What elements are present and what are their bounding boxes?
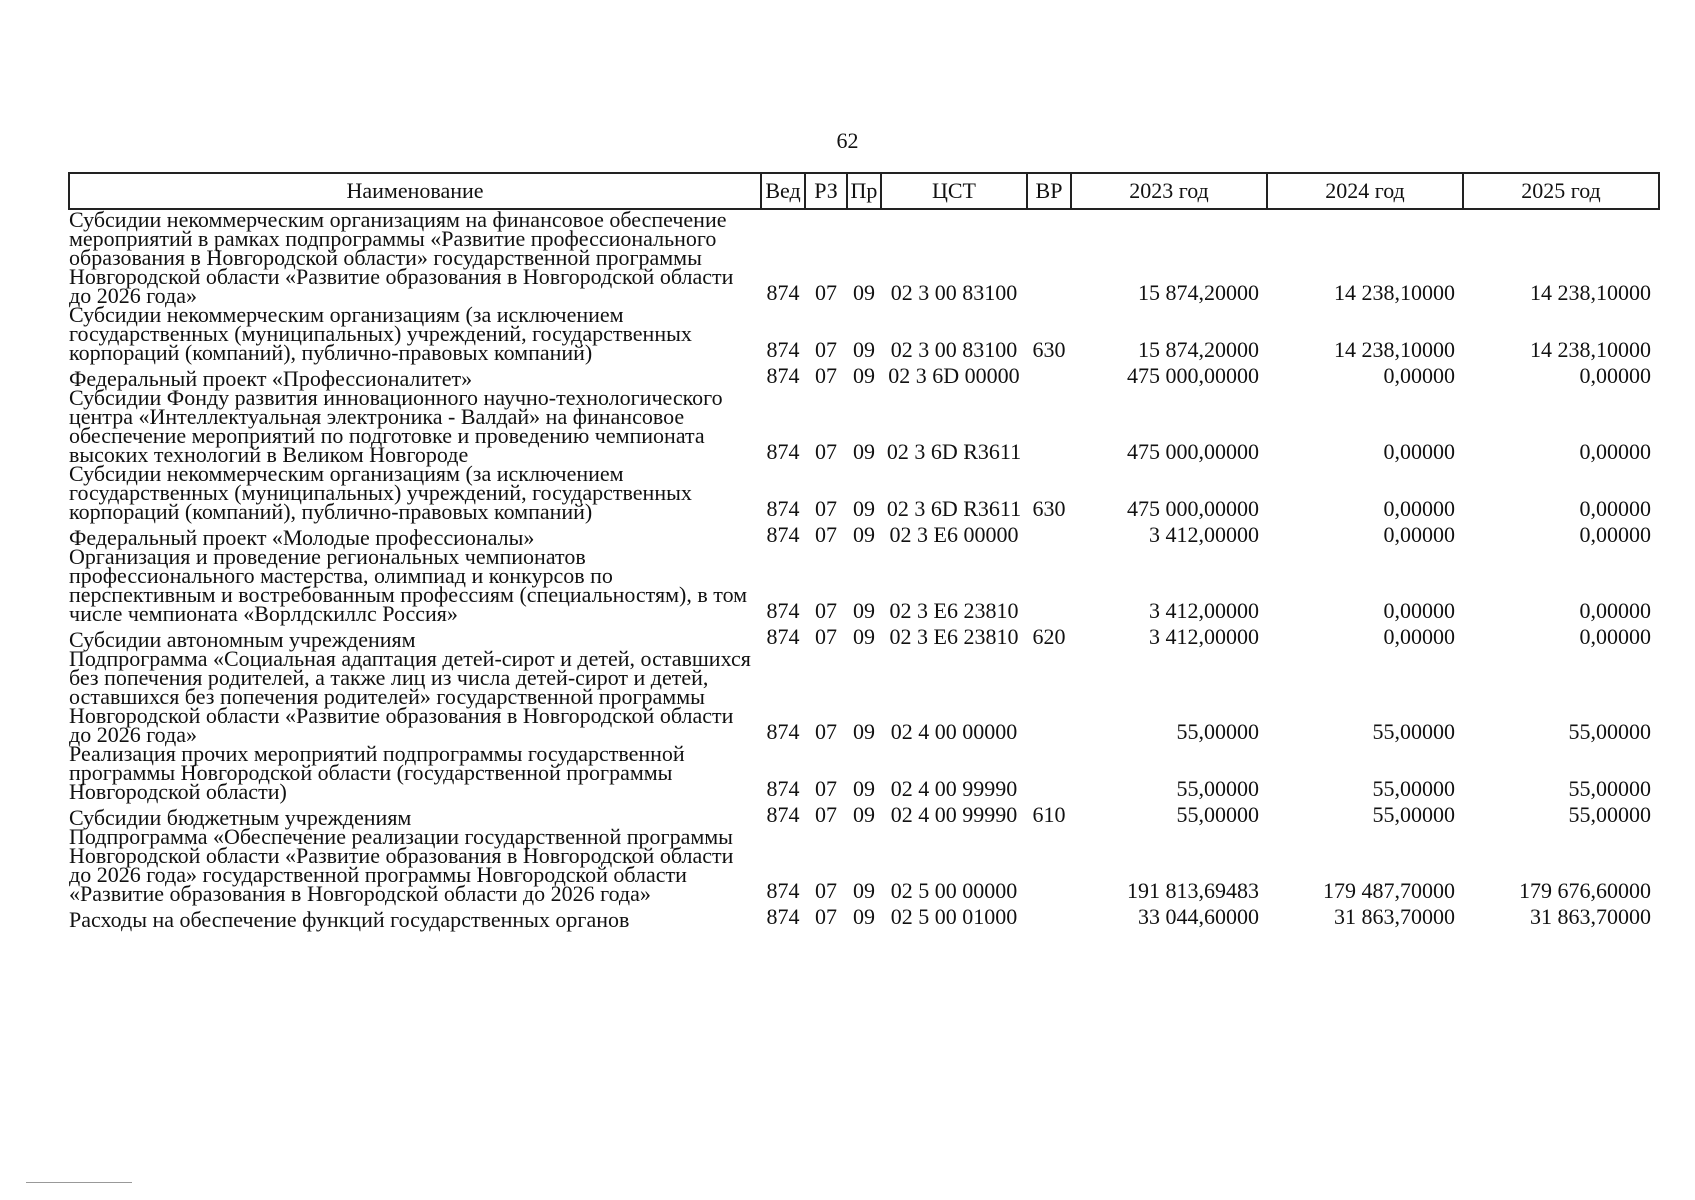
cell-pr: 09	[853, 496, 875, 521]
cell-2024: 31 863,70000	[1334, 904, 1455, 929]
col-header-rz: РЗ	[805, 173, 847, 209]
cell-vr	[1027, 388, 1071, 464]
table-row	[69, 305, 1659, 362]
cell-2025: 0,00000	[1579, 496, 1651, 521]
cell-2023: 475 000,00000	[1127, 496, 1259, 521]
table-row	[69, 547, 1659, 623]
cell-2025: 0,00000	[1579, 439, 1651, 464]
cell-2024: 0,00000	[1383, 496, 1455, 521]
cell-2023: 475 000,00000	[1127, 439, 1259, 464]
cell-2024: 0,00000	[1383, 363, 1455, 388]
cell-2023: 3 412,00000	[1149, 598, 1259, 623]
cell-pr: 09	[853, 363, 875, 388]
cell-pr: 09	[853, 904, 875, 929]
cell-cst: 02 3 E6 23810	[889, 624, 1019, 649]
cell-vr	[1027, 362, 1071, 388]
cell-pr: 09	[853, 624, 875, 649]
cell-cst: 02 4 00 99990	[890, 802, 1018, 827]
cell-vr: 610	[1032, 802, 1066, 827]
cell-2025: 179 676,60000	[1519, 878, 1651, 903]
cell-2025: 0,00000	[1579, 624, 1651, 649]
cell-rz: 07	[815, 439, 837, 464]
col-header-2024: 2024 год	[1267, 173, 1463, 209]
cell-2025: 14 238,10000	[1530, 280, 1651, 305]
cell-cst: 02 5 00 01000	[890, 904, 1018, 929]
cell-2023: 55,00000	[1176, 776, 1259, 801]
cell-rz: 07	[815, 802, 837, 827]
cell-2023: 191 813,69483	[1127, 878, 1259, 903]
cell-cst: 02 5 00 00000	[890, 878, 1018, 903]
cell-vr: 620	[1032, 624, 1066, 649]
col-header-pr: Пр	[847, 173, 881, 209]
cell-2023: 55,00000	[1176, 802, 1259, 827]
cell-cst: 02 3 6D R3611	[886, 439, 1022, 464]
col-header-name: Наименование	[69, 173, 761, 209]
cell-name: Федеральный проект «Молодые профессионалы»	[69, 525, 535, 550]
cell-vr	[1027, 521, 1071, 547]
cell-ved: 874	[766, 802, 800, 827]
cell-cst: 02 3 00 83100	[890, 280, 1018, 305]
cell-cst: 02 3 6D 00000	[888, 363, 1020, 388]
cell-ved: 874	[766, 363, 800, 388]
cell-rz: 07	[815, 624, 837, 649]
cell-ved: 874	[766, 439, 800, 464]
cell-ved: 874	[766, 624, 800, 649]
cell-ved: 874	[766, 878, 800, 903]
cell-rz: 07	[815, 598, 837, 623]
cell-pr: 09	[853, 776, 875, 801]
cell-2024: 14 238,10000	[1334, 337, 1455, 362]
cell-pr: 09	[853, 522, 875, 547]
cell-2024: 0,00000	[1383, 522, 1455, 547]
table-body	[69, 207, 1659, 932]
cell-vr: 630	[1032, 496, 1066, 521]
cell-vr	[1027, 649, 1071, 744]
cell-2023: 33 044,60000	[1138, 904, 1259, 929]
cell-vr	[1027, 827, 1071, 903]
cell-2023: 55,00000	[1176, 719, 1259, 744]
cell-2025: 14 238,10000	[1530, 337, 1651, 362]
cell-rz: 07	[815, 280, 837, 305]
cell-name: Субсидии Фонду развития инновационного научно-технологического центра «Интеллектуальная электроника - Валдай» на финансовое обеспечение мероприятий по подготовке и проведению чемпионата высоких технологий в Великом Новгороде	[69, 385, 723, 467]
cell-2024: 14 238,10000	[1334, 280, 1455, 305]
budget-table	[68, 172, 1660, 932]
table-row	[69, 209, 1659, 305]
cell-cst: 02 4 00 00000	[890, 719, 1018, 744]
footer-rule	[26, 1182, 132, 1183]
cell-2023: 3 412,00000	[1149, 624, 1259, 649]
page-number: 62	[836, 128, 859, 153]
cell-ved: 874	[766, 776, 800, 801]
cell-name: Реализация прочих мероприятий подпрограммы государственной программы Новгородской области (государственной программы Новгородской области)	[69, 741, 685, 804]
cell-2023: 15 874,20000	[1138, 280, 1259, 305]
cell-pr: 09	[853, 719, 875, 744]
cell-name: Субсидии бюджетным учреждениям	[69, 805, 412, 830]
cell-vr	[1027, 903, 1071, 929]
cell-2024: 55,00000	[1372, 802, 1455, 827]
cell-2023: 3 412,00000	[1149, 522, 1259, 547]
cell-2024: 0,00000	[1383, 624, 1455, 649]
cell-name: Подпрограмма «Обеспечение реализации государственной программы Новгородской области «Развитие образования в Новгородской области до 2026 года» государственной программы Новгородской области «Развитие образования в Новгородской области до 2026 года»	[69, 824, 734, 906]
cell-2025: 0,00000	[1579, 363, 1651, 388]
cell-cst: 02 3 E6 00000	[889, 522, 1019, 547]
cell-pr: 09	[853, 878, 875, 903]
cell-pr: 09	[853, 598, 875, 623]
cell-ved: 874	[766, 280, 800, 305]
table-row	[69, 827, 1659, 903]
col-header-2023: 2023 год	[1071, 173, 1267, 209]
cell-name: Субсидии автономным учреждениям	[69, 627, 416, 652]
cell-2025: 55,00000	[1568, 776, 1651, 801]
cell-rz: 07	[815, 776, 837, 801]
table-row	[69, 649, 1659, 744]
cell-name: Субсидии некоммерческим организациям (за исключением государственных (муниципальных) учреждений, государственных корпораций (компаний), публично-правовых компаний)	[69, 461, 692, 524]
cell-2024: 55,00000	[1372, 776, 1455, 801]
cell-vr: 630	[1032, 337, 1066, 362]
cell-rz: 07	[815, 363, 837, 388]
cell-2024: 55,00000	[1372, 719, 1455, 744]
cell-2023: 475 000,00000	[1127, 363, 1259, 388]
cell-2023: 15 874,20000	[1138, 337, 1259, 362]
col-header-2025: 2025 год	[1463, 173, 1659, 209]
cell-ved: 874	[766, 904, 800, 929]
cell-name: Субсидии некоммерческим организациям (за исключением государственных (муниципальных) учреждений, государственных корпораций (компаний), публично-правовых компаний)	[69, 302, 692, 365]
cell-ved: 874	[766, 598, 800, 623]
cell-rz: 07	[815, 878, 837, 903]
cell-2025: 0,00000	[1579, 522, 1651, 547]
cell-name: Организация и проведение региональных чемпионатов профессионального мастерства, олимпиад и конкурсов по перспективным и востребованным профессиям (специальностям), в том числе чемпионата «Ворлдскиллс Россия»	[69, 544, 748, 626]
col-header-vr: ВР	[1027, 173, 1071, 209]
col-header-cst: ЦСТ	[881, 173, 1027, 209]
cell-ved: 874	[766, 522, 800, 547]
cell-pr: 09	[853, 280, 875, 305]
cell-rz: 07	[815, 496, 837, 521]
cell-2025: 55,00000	[1568, 719, 1651, 744]
cell-vr	[1027, 209, 1071, 305]
cell-rz: 07	[815, 337, 837, 362]
cell-name: Субсидии некоммерческим организациям на финансовое обеспечение мероприятий в рамках подпрограммы «Развитие профессионального образования в Новгородской области» государственной программы Новгородской области «Развитие образования в Новгородской области до 2026 года»	[69, 207, 734, 308]
cell-ved: 874	[766, 337, 800, 362]
table-row	[69, 903, 1659, 929]
cell-2025: 55,00000	[1568, 802, 1651, 827]
cell-2025: 0,00000	[1579, 598, 1651, 623]
table-row	[69, 744, 1659, 801]
cell-rz: 07	[815, 522, 837, 547]
cell-vr	[1027, 744, 1071, 801]
cell-name: Подпрограмма «Социальная адаптация детей-сирот и детей, оставшихся без попечения родителей, а также лиц из числа детей-сирот и детей, оставшихся без попечения родителей» государственной программы Новгородской области «Развитие образования в Новгородской области до 2026 года»	[69, 646, 751, 747]
cell-2024: 0,00000	[1383, 598, 1455, 623]
cell-2024: 0,00000	[1383, 439, 1455, 464]
cell-rz: 07	[815, 904, 837, 929]
cell-name: Расходы на обеспечение функций государственных органов	[69, 907, 630, 932]
cell-vr	[1027, 547, 1071, 623]
cell-cst: 02 3 E6 23810	[889, 598, 1019, 623]
cell-cst: 02 3 00 83100	[890, 337, 1018, 362]
cell-ved: 874	[766, 496, 800, 521]
table-row	[69, 388, 1659, 464]
cell-pr: 09	[853, 337, 875, 362]
cell-pr: 09	[853, 439, 875, 464]
table-row	[69, 464, 1659, 521]
cell-cst: 02 3 6D R3611	[886, 496, 1022, 521]
cell-rz: 07	[815, 719, 837, 744]
table-header	[69, 173, 1659, 209]
cell-cst: 02 4 00 99990	[890, 776, 1018, 801]
cell-pr: 09	[853, 802, 875, 827]
col-header-ved: Вед	[761, 173, 805, 209]
cell-2025: 31 863,70000	[1530, 904, 1651, 929]
cell-2024: 179 487,70000	[1323, 878, 1455, 903]
cell-name: Федеральный проект «Профессионалитет»	[69, 366, 473, 391]
cell-ved: 874	[766, 719, 800, 744]
